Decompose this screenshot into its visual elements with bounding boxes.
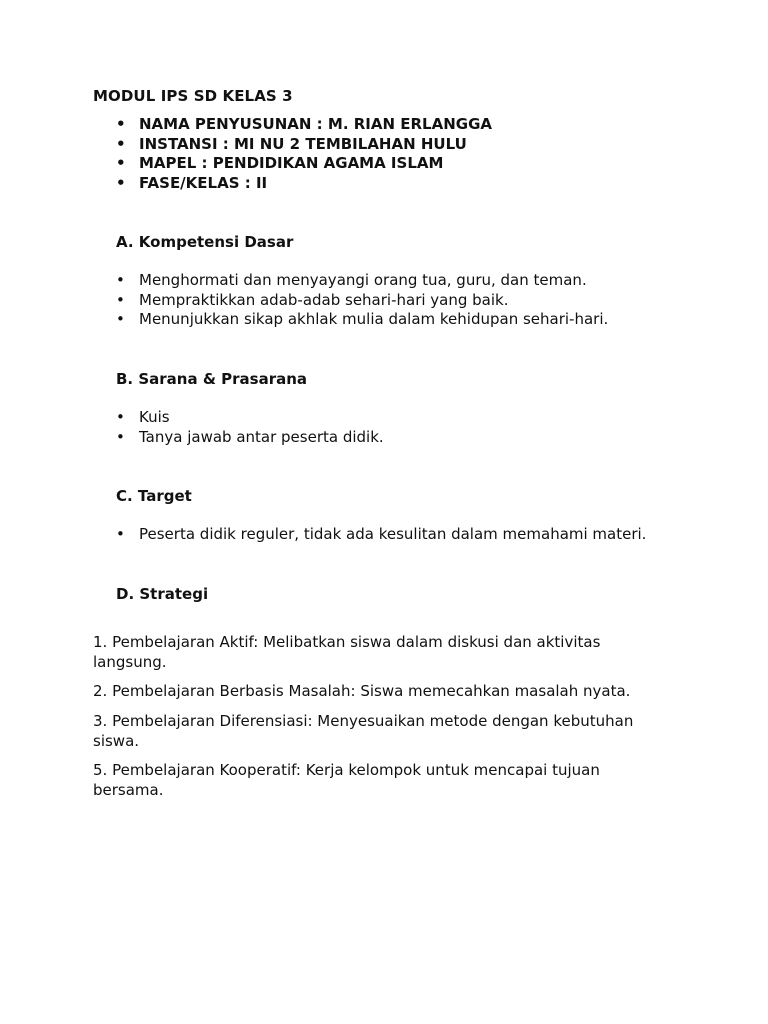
meta-item-author [93,115,492,135]
bullet-icon: • [116,173,126,192]
list-item [93,525,646,545]
bullet-icon: • [116,290,125,309]
bullet-icon: • [116,427,125,446]
kompetensi-list [93,271,608,330]
strategy-paragraph: 2. Pembelajaran Berbasis Masalah: Siswa memecahkan masalah nyata. [93,682,631,700]
list-item [93,408,384,428]
list-item [93,291,608,311]
strategy-paragraph: 1. Pembelajaran Aktif: Melibatkan siswa dalam diskusi dan aktivitas langsung. [93,633,601,671]
list-item-text: Menunjukkan sikap akhlak mulia dalam kehidupan sehari-hari. [139,310,609,328]
meta-item-text: INSTANSI : MI NU 2 TEMBILAHAN HULU [139,134,467,153]
meta-item-institution [93,135,492,155]
section-heading-target: C. Target [116,487,192,505]
meta-item-grade [93,174,492,194]
bullet-icon: • [116,408,125,426]
bullet-icon: • [116,154,126,172]
sarana-list [93,408,384,447]
bullet-icon: • [116,310,125,328]
strategy-paragraph: 3. Pembelajaran Diferensiasi: Menyesuaikan metode dengan kebutuhan siswa. [93,712,634,750]
meta-list [93,115,492,193]
target-list [93,525,646,545]
list-item-text: Menghormati dan menyayangi orang tua, guru, dan teman. [139,271,587,289]
section-heading-sarana: B. Sarana & Prasarana [116,370,308,388]
strategy-paragraph: 5. Pembelajaran Kooperatif: Kerja kelompok untuk mencapai tujuan bersama. [93,761,600,799]
list-item-text: Mempraktikkan adab-adab sehari-hari yang baik. [139,290,509,309]
list-item-text: Peserta didik reguler, tidak ada kesulitan dalam memahami materi. [139,525,647,543]
bullet-icon: • [116,115,126,133]
section-heading-kompetensi: A. Kompetensi Dasar [116,233,294,251]
meta-item-text: NAMA PENYUSUNAN : M. RIAN ERLANGGA [139,115,493,133]
meta-item-subject [93,154,492,174]
section-heading-strategi: D. Strategi [116,585,209,603]
list-item [93,428,384,448]
bullet-icon: • [116,525,125,543]
list-item-text: Tanya jawab antar peserta didik. [139,427,384,446]
bullet-icon: • [116,271,125,289]
document-title: MODUL IPS SD KELAS 3 [93,87,293,105]
list-item [93,310,608,330]
meta-item-text: MAPEL : PENDIDIKAN AGAMA ISLAM [139,154,444,172]
list-item-text: Kuis [139,408,170,426]
meta-item-text: FASE/KELAS : II [139,173,268,192]
bullet-icon: • [116,134,126,153]
list-item [93,271,608,291]
